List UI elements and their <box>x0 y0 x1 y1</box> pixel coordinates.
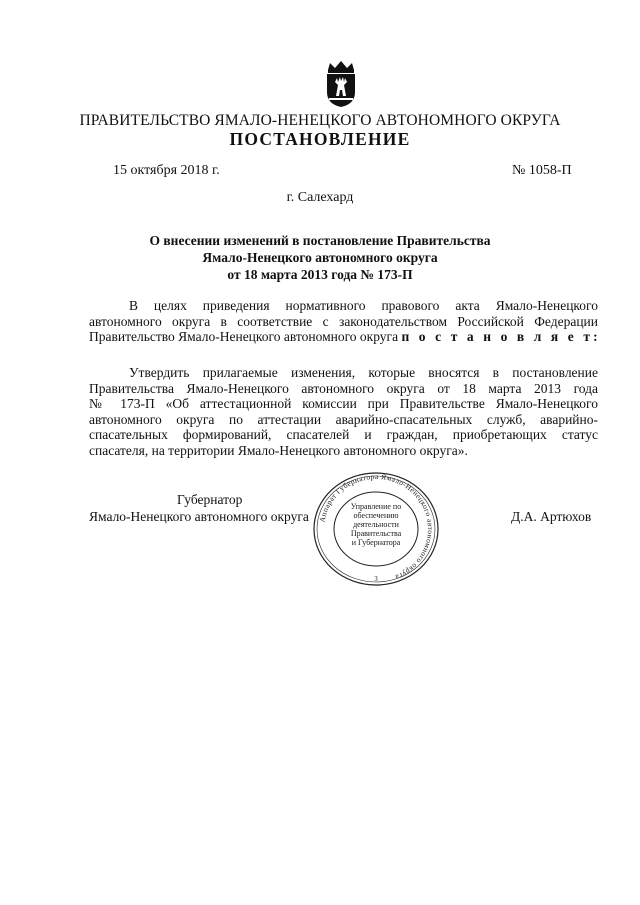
document-date: 15 октября 2018 г. <box>113 163 220 178</box>
document-type: ПОСТАНОВЛЕНИЕ <box>229 129 411 149</box>
paragraph-line: спасателя, на территории Ямало-Ненецкого автономного округа». <box>89 442 468 458</box>
resolution-paragraph <box>89 365 598 459</box>
paragraph-line: Правительства Ямало-Ненецкого автономного округа от 18 марта 2013 года <box>89 380 598 396</box>
paragraph-text: Правительство Ямало-Ненецкого автономного округа <box>89 329 399 345</box>
paragraph-line: автономного округа в соответствие с законодательством Российской Федерации <box>89 313 598 329</box>
coat-of-arms-icon <box>322 60 360 108</box>
signatory-organization: Ямало-Ненецкого автономного округа <box>89 509 309 524</box>
subject-line: О внесении изменений в постановление Правительства <box>149 233 491 248</box>
svg-text:3: 3 <box>374 575 378 583</box>
decree-word: п о с т а н о в л я е т: <box>401 329 601 345</box>
document-city: г. Салехард <box>286 190 354 205</box>
svg-text:Аппарат Губернатора Ямало-Нене: Аппарат Губернатора Ямало-Ненецкого автономного округа <box>317 471 436 583</box>
signatory-name: Д.А. Артюхов <box>511 509 592 524</box>
preamble-paragraph <box>89 298 601 345</box>
seal-inner-text: Управление по обеспечению деятельности Правительства и Губернатора <box>350 502 402 547</box>
paragraph-line: В целях приведения нормативного правового акта Ямало-Ненецкого <box>129 298 598 313</box>
paragraph-line: автономного округа по аттестации аварийно-спасательных служб, аварийно- <box>89 411 598 427</box>
subject-line: Ямало-Ненецкого автономного округа <box>202 250 438 265</box>
paragraph-line: Утвердить прилагаемые изменения, которые вносятся в постановление <box>129 365 598 380</box>
document-number: № 1058-П <box>512 163 572 178</box>
paragraph-line: № 173-П «Об аттестационной комиссии при Правительстве Ямало-Ненецкого <box>89 396 598 412</box>
paragraph-line: спасательных формирований, спасателей и граждан, приобретающих статус <box>89 427 598 443</box>
government-title: ПРАВИТЕЛЬСТВО ЯМАЛО-НЕНЕЦКОГО АВТОНОМНОГО ОКРУГА <box>79 112 561 129</box>
signatory-title: Губернатор <box>177 492 243 507</box>
paragraph-line <box>89 329 601 345</box>
subject-line: от 18 марта 2013 года № 173-П <box>227 267 413 282</box>
document-subject <box>100 232 540 283</box>
